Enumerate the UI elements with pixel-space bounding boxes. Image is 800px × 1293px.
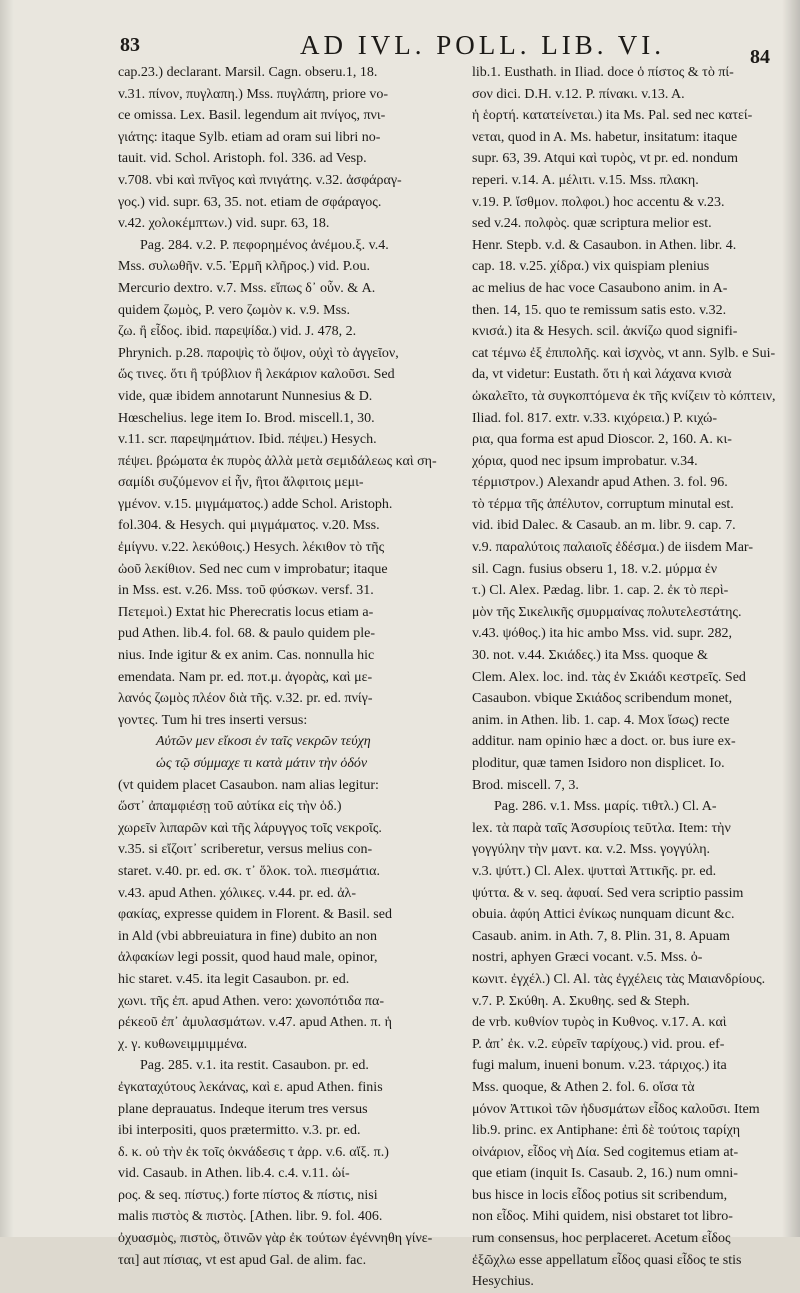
text-line: ρος. & seq. πίστυς.) forte πίστος & πίστις, nisi bbox=[118, 1187, 378, 1203]
text-line: v.35. si εἴζοιτ᾽ scriberetur, versus melius con- bbox=[118, 842, 373, 858]
text-line: vid. Casaub. in Athen. lib.4. c.4. v.11. ὠί- bbox=[118, 1166, 350, 1182]
text-line: v.43. apud Athen. χόλικες. v.44. pr. ed. ἀλ- bbox=[118, 885, 356, 901]
text-line: nostri, aphyen Græci vocant. v.5. Mss. ὀ- bbox=[472, 950, 703, 966]
text-line: τ.) Cl. Alex. Pædag. libr. 1. cap. 2. ἐκ τὸ περὶ- bbox=[472, 583, 729, 599]
text-line: cat τέμνω ἐξ ἐπιπολῆς. καὶ ἰσχνὸς, vt ann. Sylb. e Sui- bbox=[472, 345, 776, 361]
text-line: νεται, quod in A. Ms. habetur, insitatum: itaque bbox=[472, 129, 738, 145]
text-line: lib.1. Eusthath. in Iliad. doce ὁ πίστος & τὸ πί- bbox=[472, 65, 734, 80]
text-line: πέψει. βρώματα ἐκ πυρὸς ἀλλὰ μετὰ σεμιδάλεως καὶ ση- bbox=[118, 453, 437, 469]
text-line: γοντες. Tum hi tres inserti versus: bbox=[118, 712, 308, 728]
text-line: ὥστ᾽ ἀπαμφιέσῃ τοῦ αὐτίκα εἰς τὴν ὁδ.) bbox=[118, 799, 342, 815]
text-line: Πετεμοὶ.) Extat hic Pherecratis locus etiam a- bbox=[118, 604, 374, 620]
text-line: Brod. miscell. 7, 3. bbox=[472, 777, 579, 793]
text-line: v.31. πίνον, πυγλαπη.) Mss. πυγλάπη, priore vo- bbox=[118, 86, 389, 102]
text-line: Henr. Stepb. v.d. & Casaubon. in Athen. libr. 4. bbox=[472, 237, 737, 253]
text-line: hic staret. v.45. ita legit Casaubon. pr. ed. bbox=[118, 971, 350, 987]
text-line: ἐξῶχλω esse appellatum εἶδος quasi εἶδος te stis bbox=[472, 1252, 742, 1268]
right-column bbox=[472, 62, 790, 1293]
text-line: τέρμιστρον.) Alexandr apud Athen. 3. fol. 96. bbox=[472, 475, 728, 491]
text-line: quidem ζωμὸς, P. vero ζωμὸν κ. v.9. Mss. bbox=[118, 302, 350, 318]
text-line: ρια, qua forma est apud Dioscor. 2, 160. A. κι- bbox=[472, 432, 732, 448]
text-line: ὠκαλεῖτο, τὰ συγκοπτόμενα ἐκ τῆς κνίζειν τὸ κόπτειν, bbox=[472, 388, 776, 404]
text-line: lex. τὰ παρὰ ταῖς Ἀσσυρίοις τεῦτλα. Item: τὴν bbox=[472, 820, 731, 836]
text-line: plane deprauatus. Indeque iterum tres versus bbox=[118, 1101, 368, 1117]
text-line: anim. in Athen. lib. 1. cap. 4. Mox ἴσως) recte bbox=[472, 712, 730, 728]
text-line: vide, quæ ibidem annotarunt Nunnesius & D. bbox=[118, 388, 373, 404]
text-line: ce omissa. Lex. Basil. legendum ait πνίγος, πνι- bbox=[118, 108, 386, 124]
text-line: μὸν τῆς Σικελικῆς σμυρμαίνας πολυτελεστάτης. bbox=[472, 604, 742, 620]
text-line: ἐμίγνυ. v.22. λεκύθοις.) Hesych. λέκιθον τὸ τῆς bbox=[118, 540, 385, 556]
text-line: supr. 63, 39. Atqui καὶ τυρὸς, vt pr. ed. nondum bbox=[472, 151, 738, 167]
text-line: Mss. quoque, & Athen 2. fol. 6. οἴσα τὰ bbox=[472, 1079, 695, 1095]
text-line: ploditur, quæ tamen Isidoro non displicet. Io. bbox=[472, 756, 725, 771]
text-line: δ. κ. οὐ τὴν ἐκ τοῖς ὀκνάδεσις τ ἀρρ. v.6. αἴξ. π.) bbox=[118, 1144, 389, 1160]
text-line: ἀλφακίων legi possit, quod haud male, opinor, bbox=[118, 950, 378, 966]
text-line: Mss. συλωθῆν. v.5. Ἑρμῆ κλῆρος.) vid. P.ou. bbox=[118, 259, 371, 275]
text-line: τὸ τέρμα τῆς ἀπέλυτον, corruptum minutal est. bbox=[472, 496, 734, 512]
gutter-shadow bbox=[0, 0, 14, 1237]
text-line: ac melius de hac voce Casaubono anim. in A- bbox=[472, 280, 728, 296]
text-line: μόνον Ἀττικοὶ τῶν ἡδυσμάτων εἶδος καλοῦσι. Item bbox=[472, 1101, 760, 1117]
text-line: ἐγκαταχύτους λεκάνας, καὶ ε. apud Athen. finis bbox=[118, 1079, 383, 1095]
text-line: reperi. v.14. A. μέλιτι. v.15. Mss. πλακη. bbox=[472, 172, 699, 188]
text-line: emendata. Nam pr. ed. ποτ.μ. ἀγορὰς, καὶ με- bbox=[118, 669, 373, 685]
text-line: ὠοῦ λεκίθιον. Sed nec cum ν improbatur; itaque bbox=[118, 561, 388, 577]
text-line: v.7. P. Σκύθη. A. Σκυθης. sed & Steph. bbox=[472, 993, 690, 1009]
text-line: sil. Cagn. fusius obseru 1, 18. v.2. μύρμα ἐν bbox=[472, 561, 718, 577]
text-line: ψύττα. & v. seq. ἀφυαί. Sed vera scriptio passim bbox=[472, 885, 744, 901]
text-line: ὥς τινες. ὅτι ἢ τρύβλιον ἢ λεκάριον καλοῦσι. Sed bbox=[118, 367, 395, 383]
text-line: χόρια, quod nec ipsum improbatur. v.34. bbox=[472, 453, 698, 469]
text-line: rum consensus, hoc perplaceret. Acetum εἶδος bbox=[472, 1231, 731, 1247]
text-line: then. 14, 15. quo te remissum satis esto. v.32. bbox=[472, 302, 727, 318]
text-line: Clem. Alex. loc. ind. τὰς ἐν Σκιάδι κεστρεῖς. Sed bbox=[472, 669, 746, 685]
text-line: in Ald (vbi abbreuiatura in fine) dubito an non bbox=[118, 928, 377, 944]
page-header bbox=[120, 30, 770, 68]
text-line: φακίας, expresse quidem in Florent. & Basil. sed bbox=[118, 907, 392, 923]
text-line: Pag. 284. v.2. P. πεφορημένος ἀνέμου.ξ. v.4. bbox=[140, 237, 389, 253]
text-line: fugi malum, inueni bonum. v.23. τάριχος.) ita bbox=[472, 1058, 727, 1074]
text-line: malis πιστὸς & πιστὸς. [Athen. libr. 9. fol. 406. bbox=[118, 1209, 383, 1225]
text-line: staret. v.40. pr. ed. σκ. τ᾽ ὅλοκ. τολ. πιεσμάτια. bbox=[118, 863, 380, 879]
text-line: sed v.24. πολφὸς. quæ scriptura melior est. bbox=[472, 216, 712, 232]
text-line: Αὐτῶν μεν εἴκοσι ἐν ταῖς νεκρῶν τεύχη bbox=[156, 734, 371, 750]
text-line: vid. ibid Dalec. & Casaub. an m. libr. 9. cap. 7. bbox=[472, 518, 736, 534]
text-line: Casaubon. vbique Σκιάδος scribendum monet, bbox=[472, 691, 733, 707]
text-line: nius. Inde igitur & ex anim. Cas. nonnulla hic bbox=[118, 648, 375, 664]
text-line: Hœschelius. lege item Io. Brod. miscell.1, 30. bbox=[118, 410, 375, 426]
text-line: fol.304. & Hesych. qui μιγμάματος. v.20. Mss. bbox=[118, 518, 380, 534]
text-line: cap.23.) declarant. Marsil. Cagn. obseru.1, 18. bbox=[118, 65, 378, 80]
text-line: ρέκεοῦ ἐπ᾽ ἀμυλασμάτων. v.47. apud Athen. π. ἡ bbox=[118, 1015, 392, 1031]
text-line: 30. not. v.44. Σκιάδες.) ita Mss. quoque & bbox=[472, 648, 708, 664]
text-line: χ. γ. κυθωνειμμιμμένα. bbox=[118, 1036, 248, 1052]
text-line: Pag. 285. v.1. ita restit. Casaubon. pr. ed. bbox=[140, 1058, 369, 1074]
text-line: γος.) vid. supr. 63, 35. not. etiam de σφάραγος. bbox=[118, 194, 382, 210]
text-line: Hesychius. bbox=[472, 1274, 534, 1290]
page-number-right: 84 bbox=[750, 46, 770, 68]
left-column bbox=[118, 62, 462, 1271]
text-line: non εἶδος. Mihi quidem, nisi obstaret tot libro- bbox=[472, 1209, 733, 1225]
text-line: Iliad. fol. 817. extr. v.33. κιχόρεια.) P. κιχώ- bbox=[472, 410, 717, 426]
text-line: λανός ζωμὸς πλέον διὰ τῆς. v.32. pr. ed. πνίγ- bbox=[118, 691, 373, 707]
text-line: Mercurio dextro. v.7. Mss. εἴπως δ᾽ οὖν. & A. bbox=[118, 280, 376, 296]
text-line: σον dici. D.H. v.12. P. πίνακι. v.13. A. bbox=[472, 86, 685, 102]
text-line: de vrb. κυθνίον τυρὸς in Κυθνος. v.17. A. καὶ bbox=[472, 1015, 727, 1031]
text-line: κωνιτ. ἐγχέλ.) Cl. Al. τὰς ἐγχέλεις τὰς Μαιανδρίους. bbox=[472, 971, 766, 987]
text-line: οἰνάριον, εἶδος νὴ Δία. Sed cogitemus etiam at- bbox=[472, 1144, 739, 1160]
text-line: v.9. παραλύτοις παλαιοῖς ἐδέσμα.) de iisdem Mar- bbox=[472, 540, 753, 556]
text-line: v.708. vbi καὶ πνῖγος καὶ πνιγάτης. v.32. ἀσφάραγ- bbox=[118, 172, 402, 188]
text-line: ὡς τῷ σύμμαχε τι κατὰ μάτιν τὴν ὁδόν bbox=[156, 756, 368, 771]
text-line: bus hisce in locis εἶδος potius sit scribendum, bbox=[472, 1187, 728, 1203]
text-line: ζω. ἢ εἶδος. ibid. παρεψίδα.) vid. J. 478, 2. bbox=[118, 324, 357, 340]
text-line: Casaub. anim. in Ath. 7, 8. Plin. 31, 8. Apuam bbox=[472, 928, 730, 944]
text-line: v.3. ψύττ.) Cl. Alex. ψυτταὶ Ἀττικῆς. pr. ed. bbox=[472, 863, 717, 879]
text-line: ἡ ἑορτή. κατατείνεται.) ita Ms. Pal. sed nec κατεί- bbox=[472, 108, 753, 124]
text-line: v.43. ψόθος.) ita hic ambo Mss. vid. supr. 282, bbox=[472, 626, 733, 642]
text-line: cap. 18. v.25. χίδρα.) vix quispiam plenius bbox=[472, 259, 710, 275]
text-line: γογγύλην τὴν μαντ. κα. v.2. Mss. γογγύλη. bbox=[472, 842, 711, 858]
text-line: (vt quidem placet Casaubon. nam alias legitur: bbox=[118, 777, 379, 793]
text-line: v.11. scr. παρεψημάτιον. Ibid. πέψει.) Hesych. bbox=[118, 432, 377, 448]
text-line: v.19. P. ἴσθμον. πολφοι.) hoc accentu & v.23. bbox=[472, 194, 725, 210]
text-line: Pag. 286. v.1. Mss. μαρίς. τιθτλ.) Cl. A- bbox=[494, 799, 717, 815]
text-line: v.42. χολοκέμπτων.) vid. supr. 63, 18. bbox=[118, 216, 330, 232]
text-line: in Mss. est. v.26. Mss. τοῦ φύσκων. versf. 31. bbox=[118, 583, 374, 599]
text-line: que etiam (inquit Is. Casaub. 2, 16.) num omni- bbox=[472, 1166, 738, 1182]
text-line: γιάτης: itaque Sylb. etiam ad oram sui libri no- bbox=[118, 129, 381, 145]
text-line: da, vt videtur: Eustath. ὅτι ἡ καὶ λάχανα κνισὰ bbox=[472, 367, 732, 383]
text-line: lib.9. princ. ex Antiphane: ἐπὶ δὲ τούτοις ταρίχη bbox=[472, 1123, 741, 1139]
text-line: χωνι. τῆς ἐπ. apud Athen. vero: χωνοπότιδα πα- bbox=[118, 993, 384, 1009]
text-line: ται] aut πίσιας, vt est apud Gal. de alim. fac. bbox=[118, 1252, 367, 1268]
text-line: χωρεῖν λιπαρῶν καὶ τῆς λάρυγγος τοῖς νεκροῖς. bbox=[118, 820, 382, 836]
page-number-left: 83 bbox=[120, 34, 140, 56]
text-line: Phrynich. p.28. παροψὶς τὸ ὄψον, οὐχὶ τὸ ἀγγεῖον, bbox=[118, 345, 399, 361]
text-line: P. ἀπ᾽ ἐκ. v.2. εὑρεῖν ταρίχους.) vid. prou. ef- bbox=[472, 1036, 725, 1052]
text-line: obuia. ἀφύη Attici ἐνίκως nunquam dicunt &c. bbox=[472, 907, 735, 923]
text-line: additur. nam opinio hæc a doct. or. bus iure ex- bbox=[472, 734, 736, 750]
text-line: ὀχυασμὸς, πιστὸς, ὃτινῶν γὰρ ἐκ τούτων ἐγέννηθη γίνε- bbox=[118, 1231, 433, 1247]
text-line: ibi interpositi, quos prætermitto. v.3. pr. ed. bbox=[118, 1123, 361, 1139]
text-line: pud Athen. lib.4. fol. 68. & paulo quidem ple- bbox=[118, 626, 376, 642]
text-line: γμένον. v.15. μιγμάματος.) adde Schol. Aristoph. bbox=[118, 496, 393, 512]
text-line: σαμίδι συζύμενον εἰ ἦν, ἢτοι ἄλφιτοις μεμι- bbox=[118, 475, 364, 491]
text-line: κνισά.) ita & Hesych. scil. ἀκνίζω quod signifi- bbox=[472, 324, 738, 340]
text-line: tauit. vid. Schol. Aristoph. fol. 336. ad Vesp. bbox=[118, 151, 367, 167]
running-head: AD IVL. POLL. LIB. VI. bbox=[300, 30, 665, 60]
